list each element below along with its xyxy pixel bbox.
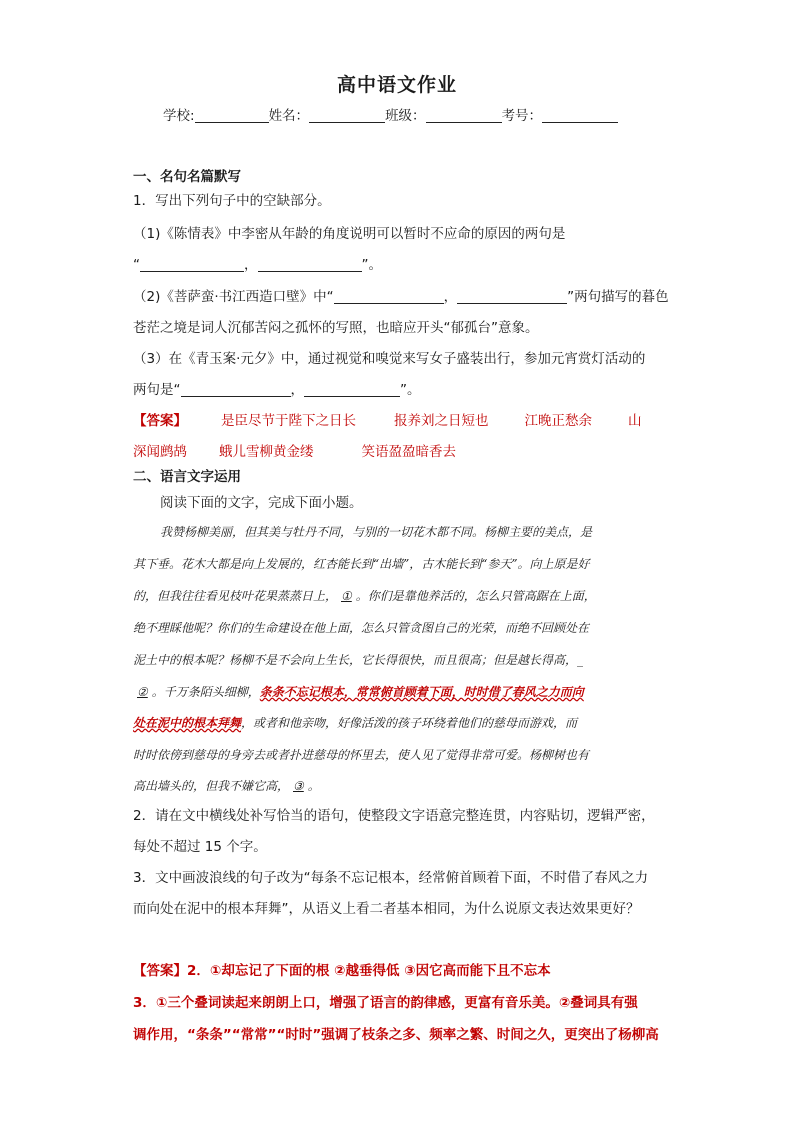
name-label: 姓名： bbox=[268, 108, 310, 124]
answer-item: 报养刘之日短也 bbox=[394, 413, 489, 429]
answer-item: 深闻鹧鸪 bbox=[133, 444, 187, 460]
section2-answer-line bbox=[133, 962, 551, 980]
section1-heading: 一、名句名篇默写 bbox=[133, 169, 241, 185]
answer-tag: 【答案】 bbox=[133, 963, 187, 979]
name-field[interactable] bbox=[309, 108, 385, 123]
item1-blank-a[interactable] bbox=[140, 257, 244, 272]
question2-line1: 2．请在文中横线处补写恰当的语句，使整段文字语意完整连贯，内容贴切，逻辑严密， bbox=[133, 808, 655, 824]
passage-line: 高出墙头的，但我不嫌它高， ③ 。 bbox=[133, 779, 320, 793]
answer-tag: 【答案】 bbox=[133, 413, 187, 429]
item1-blank-b[interactable] bbox=[258, 257, 362, 272]
passage-line: 绝不理睬他呢？你们的生命建设在他上面，怎么只管贪图自己的光荣，而绝不回顾处在 bbox=[133, 621, 590, 635]
passage-blank-1[interactable]: ① bbox=[341, 589, 352, 603]
item2-line2: 苍茫之境是词人沉郁苦闷之孤怀的写照，也暗应开头“郁孤台”意象。 bbox=[133, 320, 539, 336]
answer-item: 笑语盈盈暗香去 bbox=[361, 444, 456, 460]
item2-blank-a[interactable] bbox=[334, 289, 444, 304]
class-label: 班级： bbox=[385, 108, 426, 124]
answer-item: 是臣尽节于陛下之日长 bbox=[221, 413, 356, 429]
answer-item: 山 bbox=[628, 413, 642, 429]
item3-blank-b[interactable] bbox=[304, 382, 400, 397]
class-field[interactable] bbox=[426, 108, 502, 123]
item3-blank-a[interactable] bbox=[181, 382, 291, 397]
exam-no-field[interactable] bbox=[542, 108, 618, 123]
answer-item: 江晚正愁余 bbox=[524, 413, 592, 429]
wavy-underlined-sentence: 条条不忘记根本，常常俯首顾着下面，时时借了春风之力而向 bbox=[259, 685, 584, 699]
student-info-row bbox=[163, 104, 618, 124]
passage-line: 其下垂。花木大都是向上发展的，红杏能长到“出墙”，古木能长到“参天”。向上原是好 bbox=[133, 557, 590, 571]
item3-line1: （3）在《青玉案·元夕》中，通过视觉和嗅觉来写女子盛装出行，参加元宵赏灯活动的 bbox=[133, 351, 646, 367]
item1-line1: （1)《陈情表》中李密从年龄的角度说明可以暂时不应命的原因的两句是 bbox=[133, 226, 566, 242]
section1-answer-line1 bbox=[133, 412, 642, 430]
item3-line2: 两句是“ ， ”。 bbox=[133, 382, 421, 398]
item1-line2: “ ， ”。 bbox=[133, 257, 382, 273]
passage-line: 处在泥中的根本拜舞，或者和他亲吻，好像活泼的孩子环绕着他们的慈母而游戏，而 bbox=[133, 716, 578, 730]
passage-blank-3[interactable]: ③ bbox=[293, 779, 304, 793]
passage-blank-2[interactable]: ② bbox=[137, 685, 148, 699]
section1-answer-line2 bbox=[133, 443, 456, 461]
passage-line: 的，但我往往看见枝叶花果蒸蒸日上， ① 。你们是靠他养活的，怎么只管高踞在上面， bbox=[133, 589, 596, 603]
school-label: 学校: bbox=[163, 108, 195, 124]
question3-line2: 而向处在泥中的根本拜舞”，从语义上看二者基本相同，为什么说原文表达效果更好？ bbox=[133, 901, 640, 917]
question2-line2: 每处不超过 15 个字。 bbox=[133, 839, 267, 855]
question1-stem: 1．写出下列句子中的空缺部分。 bbox=[133, 193, 331, 209]
reading-instruction: 阅读下面的文字，完成下面小题。 bbox=[160, 495, 363, 511]
wavy-underlined-sentence: 处在泥中的根本拜舞 bbox=[133, 716, 242, 730]
school-field[interactable] bbox=[195, 108, 269, 123]
passage-line: 泥土中的根本呢？杨柳不是不会向上生长，它长得很快，而且很高；但是越长得高，_ bbox=[133, 653, 584, 667]
page-title: 高中语文作业 bbox=[336, 74, 457, 96]
item2-line1: （2)《菩萨蛮·书江西造口壁》中“ ， ”两句描写的暮色 bbox=[133, 289, 669, 305]
answer-q2: 2．①却忘记了下面的根 ②越垂得低 ③因它高而能下且不忘本 bbox=[187, 963, 551, 979]
answer-q3-line1: 3．①三个叠词读起来朗朗上口，增强了语言的韵律感，更富有音乐美。②叠词具有强 bbox=[133, 995, 638, 1011]
exam-no-label: 考号： bbox=[501, 108, 543, 124]
answer-item: 蛾儿雪柳黄金缕 bbox=[219, 444, 314, 460]
question3-line1: 3．文中画波浪线的句子改为“每条不忘记根本，经常俯首顾着下面，不时借了春风之力 bbox=[133, 870, 649, 886]
passage-line: ② 。千万条陌头细柳，条条不忘记根本，常常俯首顾着下面，时时借了春风之力而向 bbox=[133, 684, 661, 700]
section2-heading: 二、语言文字运用 bbox=[133, 469, 241, 485]
passage-line: 时时依傍到慈母的身旁去或者扑进慈母的怀里去，使人见了觉得非常可爱。杨柳树也有 bbox=[133, 748, 590, 762]
passage-line: 我赞杨柳美丽，但其美与牡丹不同，与别的一切花木都不同。杨柳主要的美点，是 bbox=[160, 525, 593, 539]
item2-blank-b[interactable] bbox=[457, 289, 567, 304]
answer-q3-line2: 调作用，“条条”“常常”“时时”强调了枝条之多、频率之繁、时间之久，更突出了杨柳高 bbox=[133, 1027, 659, 1043]
